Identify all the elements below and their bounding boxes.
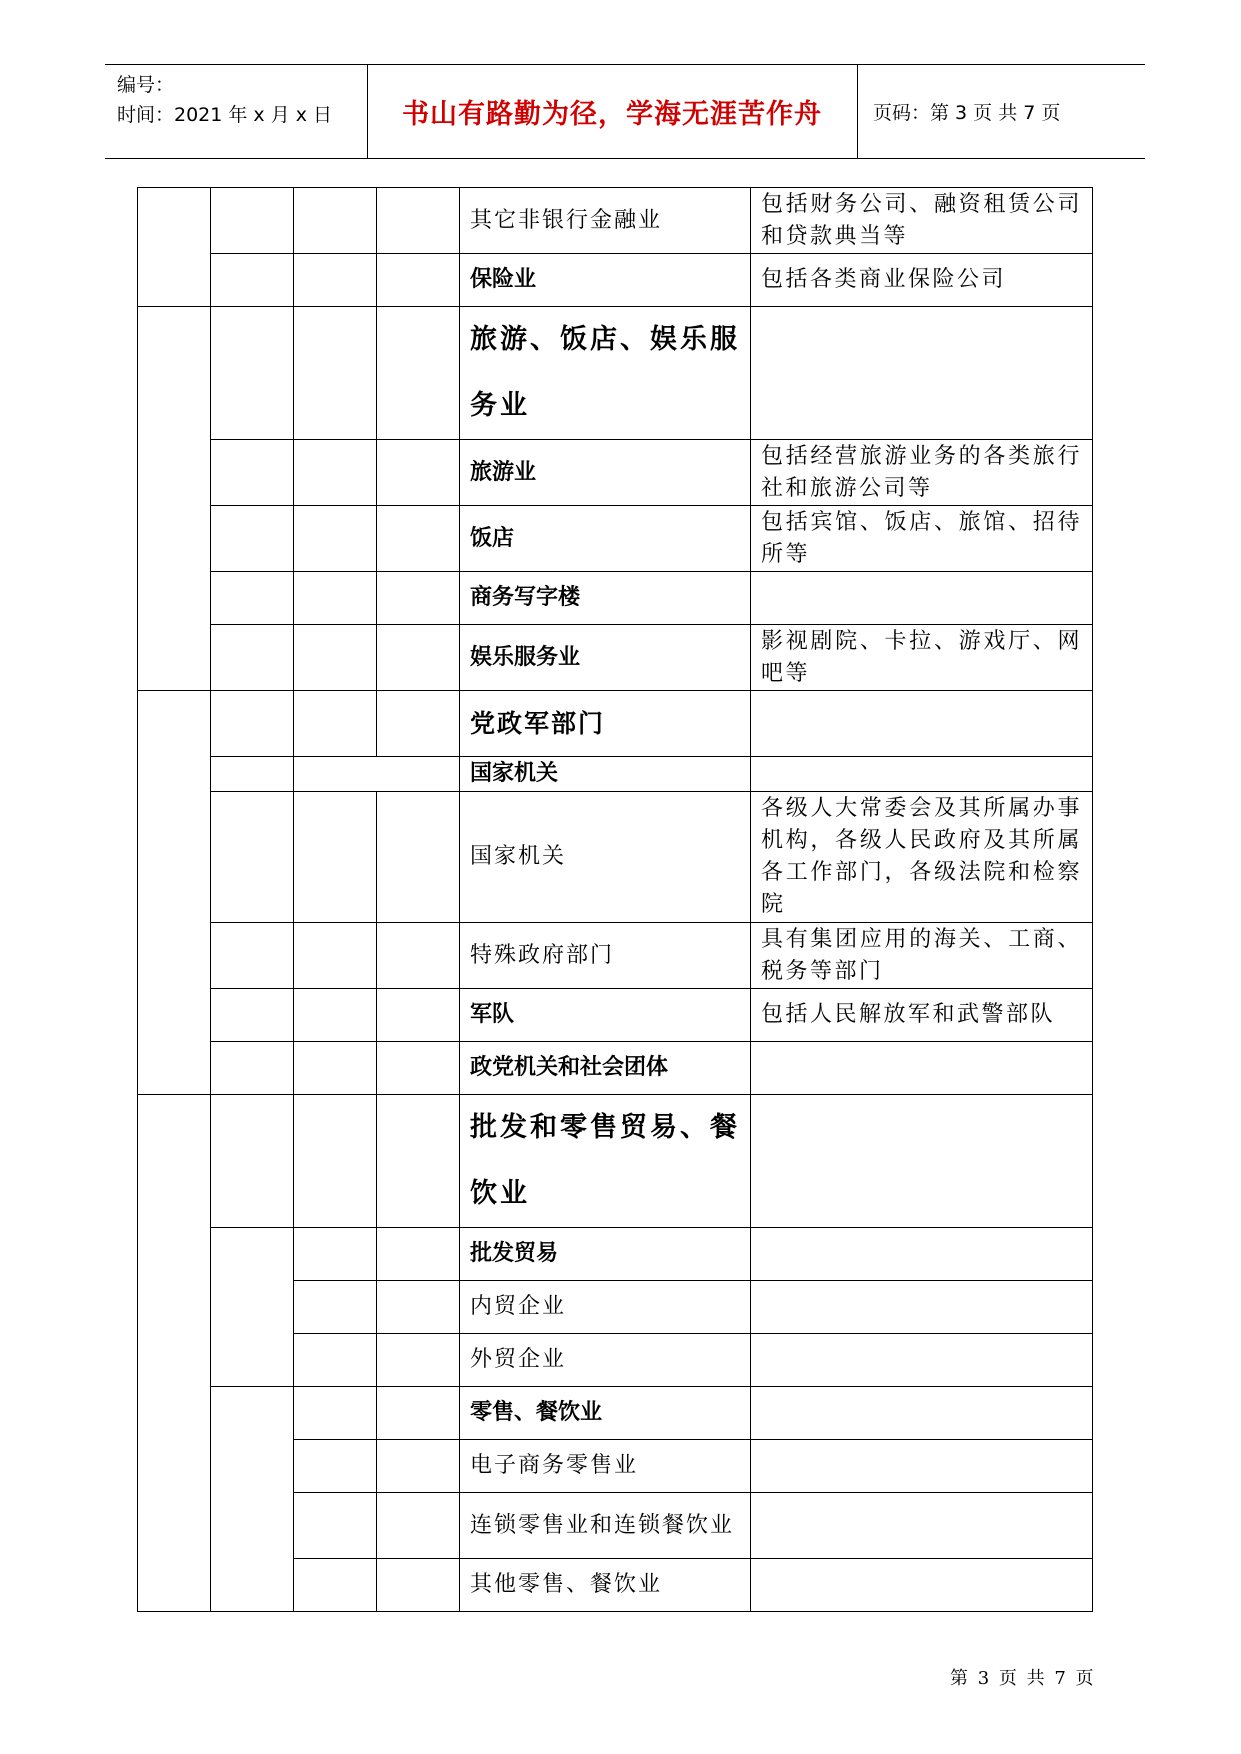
table-row — [138, 792, 1093, 923]
document-date: 时间：2021 年 x 月 x 日 — [117, 104, 333, 126]
industry-name: 娱乐服务业 — [460, 625, 751, 691]
industry-description — [751, 307, 1093, 440]
table-row — [138, 923, 1093, 989]
table-row — [138, 572, 1093, 625]
table-row — [138, 254, 1093, 307]
industry-name: 零售、餐饮业 — [460, 1387, 751, 1440]
table-row — [138, 506, 1093, 572]
table-row — [138, 691, 1093, 757]
industry-description — [751, 1228, 1093, 1281]
document-number-label: 编号： — [117, 74, 175, 96]
table-row — [138, 307, 1093, 440]
industry-description — [751, 1281, 1093, 1334]
industry-category-title: 旅游、饭店、娱乐服务业 — [460, 307, 751, 440]
industry-name: 国家机关 — [460, 792, 751, 923]
table-row — [138, 440, 1093, 506]
industry-name: 内贸企业 — [460, 1281, 751, 1334]
industry-name: 特殊政府部门 — [460, 923, 751, 989]
industry-description: 具有集团应用的海关、工商、税务等部门 — [751, 923, 1093, 989]
industry-description — [751, 1042, 1093, 1095]
industry-name: 批发贸易 — [460, 1228, 751, 1281]
page-header — [105, 64, 1145, 159]
industry-name: 国家机关 — [460, 757, 751, 792]
industry-name: 旅游业 — [460, 440, 751, 506]
table-row — [138, 188, 1093, 254]
industry-description: 影视剧院、卡拉、游戏厅、网吧等 — [751, 625, 1093, 691]
table-row — [138, 1387, 1093, 1440]
industry-description: 各级人大常委会及其所属办事机构，各级人民政府及其所属各工作部门，各级法院和检察院 — [751, 792, 1093, 923]
table-row — [138, 1095, 1093, 1228]
industry-name: 商务写字楼 — [460, 572, 751, 625]
industry-description — [751, 572, 1093, 625]
industry-name: 电子商务零售业 — [460, 1440, 751, 1493]
industry-description — [751, 757, 1093, 792]
industry-classification-table — [137, 187, 1092, 1612]
industry-description: 包括财务公司、融资租赁公司和贷款典当等 — [751, 188, 1093, 254]
industry-name: 饭店 — [460, 506, 751, 572]
industry-description — [751, 691, 1093, 757]
industry-name: 政党机关和社会团体 — [460, 1042, 751, 1095]
industry-description — [751, 1387, 1093, 1440]
header-divider — [857, 64, 858, 159]
industry-description — [751, 1095, 1093, 1228]
industry-name: 军队 — [460, 989, 751, 1042]
industry-description: 包括经营旅游业务的各类旅行社和旅游公司等 — [751, 440, 1093, 506]
page-footer-number: 第 3 页 共 7 页 — [950, 1668, 1096, 1689]
industry-description: 包括各类商业保险公司 — [751, 254, 1093, 307]
table-row — [138, 757, 1093, 792]
industry-description: 包括人民解放军和武警部队 — [751, 989, 1093, 1042]
header-page-number: 页码：第 3 页 共 7 页 — [873, 102, 1061, 124]
industry-name: 其他零售、餐饮业 — [460, 1559, 751, 1612]
table-row — [138, 625, 1093, 691]
industry-name: 其它非银行金融业 — [460, 188, 751, 254]
table-row — [138, 989, 1093, 1042]
industry-category-title: 批发和零售贸易、餐饮业 — [460, 1095, 751, 1228]
industry-category-title: 党政军部门 — [460, 691, 751, 757]
table-row — [138, 1042, 1093, 1095]
industry-description: 包括宾馆、饭店、旅馆、招待所等 — [751, 506, 1093, 572]
industry-name: 连锁零售业和连锁餐饮业 — [460, 1493, 751, 1559]
header-meta — [117, 70, 332, 130]
industry-description — [751, 1493, 1093, 1559]
table-row — [138, 1228, 1093, 1281]
industry-description — [751, 1334, 1093, 1387]
industry-description — [751, 1440, 1093, 1493]
industry-description — [751, 1559, 1093, 1612]
header-motto: 书山有路勤为径，学海无涯苦作舟 — [402, 99, 822, 130]
industry-name: 保险业 — [460, 254, 751, 307]
industry-name: 外贸企业 — [460, 1334, 751, 1387]
